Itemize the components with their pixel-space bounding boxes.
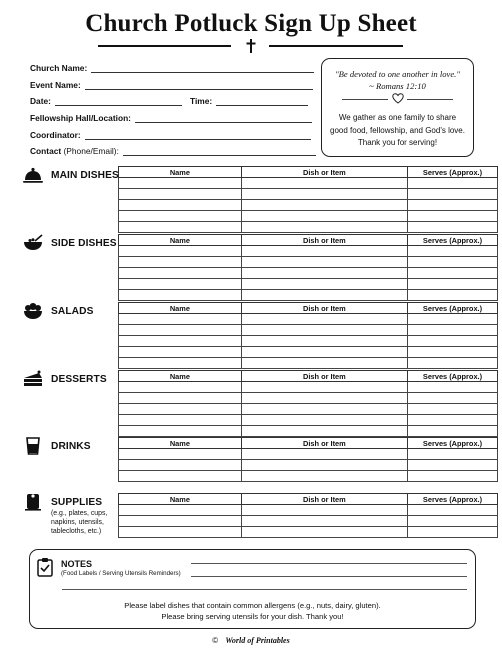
signup-table bbox=[118, 437, 498, 482]
table-row bbox=[119, 200, 498, 211]
supplies-note: (e.g., plates, cups, napkins, utensils, tablecloths, etc.) bbox=[51, 510, 108, 536]
notes-title: NOTES bbox=[61, 559, 93, 569]
table-row bbox=[119, 189, 498, 200]
location-label: Fellowship Hall/Location: bbox=[30, 113, 131, 123]
contact-label: Contact bbox=[30, 146, 62, 156]
table-row bbox=[119, 505, 498, 516]
scripture-reference: ~ Romans 12:10 bbox=[369, 81, 426, 91]
contact-line[interactable] bbox=[123, 147, 316, 156]
col-serves: Serves (Approx.) bbox=[408, 371, 498, 382]
scripture-box bbox=[321, 58, 474, 157]
col-name: Name bbox=[119, 371, 242, 382]
signup-table bbox=[118, 493, 498, 538]
col-dish: Dish or Item bbox=[241, 235, 407, 246]
page-title: Church Potluck Sign Up Sheet bbox=[85, 10, 417, 37]
col-name: Name bbox=[119, 438, 242, 449]
cross-icon bbox=[243, 38, 259, 54]
event-name-field[interactable] bbox=[30, 80, 313, 90]
table-row bbox=[119, 471, 498, 482]
col-name: Name bbox=[119, 167, 242, 178]
event-name-label: Event Name: bbox=[30, 80, 81, 90]
section-title: MAIN DISHES bbox=[51, 169, 119, 181]
table-row bbox=[119, 211, 498, 222]
col-serves: Serves (Approx.) bbox=[408, 167, 498, 178]
section-title: SIDE DISHES bbox=[51, 237, 117, 249]
table-row bbox=[119, 449, 498, 460]
col-serves: Serves (Approx.) bbox=[408, 235, 498, 246]
cloche-icon bbox=[22, 166, 44, 184]
table-row bbox=[119, 382, 498, 393]
table-row bbox=[119, 358, 498, 369]
table-row bbox=[119, 393, 498, 404]
table-row bbox=[119, 290, 498, 301]
table-row bbox=[119, 336, 498, 347]
church-name-field[interactable] bbox=[30, 63, 314, 73]
title-divider-right bbox=[269, 45, 403, 47]
scripture-text: "Be devoted to one another in love." bbox=[335, 69, 460, 79]
coordinator-label: Coordinator: bbox=[30, 130, 81, 140]
time-label: Time: bbox=[190, 96, 213, 106]
bowl-icon bbox=[22, 234, 44, 252]
table-row bbox=[119, 178, 498, 189]
welcome-line-1: We gather as one family to share bbox=[338, 113, 457, 122]
table-row bbox=[119, 325, 498, 336]
col-dish: Dish or Item bbox=[241, 371, 407, 382]
section-title: SALADS bbox=[51, 305, 94, 317]
heart-divider bbox=[342, 93, 453, 105]
signup-table bbox=[118, 370, 498, 437]
notes-line[interactable] bbox=[191, 576, 467, 577]
signup-table bbox=[118, 302, 498, 369]
welcome-line-3: Thank you for serving! bbox=[357, 138, 438, 147]
table-row bbox=[119, 257, 498, 268]
welcome-line-2: good food, fellowship, and God's love. bbox=[330, 125, 465, 135]
coordinator-field[interactable] bbox=[30, 130, 311, 140]
clipboard-check-icon bbox=[37, 557, 53, 577]
table-row bbox=[119, 404, 498, 415]
date-label: Date: bbox=[30, 96, 51, 106]
welcome-message bbox=[326, 112, 469, 150]
table-row bbox=[119, 246, 498, 257]
coordinator-line[interactable] bbox=[85, 131, 311, 140]
copyright-symbol: © bbox=[212, 636, 219, 645]
table-row bbox=[119, 279, 498, 290]
cake-slice-icon bbox=[22, 370, 44, 388]
notes-line[interactable] bbox=[191, 563, 467, 564]
notes-subtitle: (Food Labels / Serving Utensils Reminders) bbox=[61, 570, 181, 577]
signup-table bbox=[118, 234, 498, 301]
time-field[interactable] bbox=[190, 96, 308, 106]
section-title: DRINKS bbox=[51, 440, 91, 452]
glass-icon bbox=[22, 437, 44, 455]
section-title: SUPPLIES bbox=[51, 496, 103, 508]
contact-sub-label: (Phone/Email): bbox=[63, 146, 119, 156]
col-serves: Serves (Approx.) bbox=[408, 438, 498, 449]
title-divider-left bbox=[98, 45, 231, 47]
salad-icon bbox=[22, 302, 44, 320]
table-row bbox=[119, 516, 498, 527]
col-name: Name bbox=[119, 303, 242, 314]
paper-towel-icon bbox=[22, 493, 44, 511]
time-line[interactable] bbox=[216, 97, 308, 106]
location-line[interactable] bbox=[135, 114, 312, 123]
signup-table bbox=[118, 166, 498, 233]
footer bbox=[0, 636, 502, 645]
col-name: Name bbox=[119, 235, 242, 246]
notes-message bbox=[30, 601, 475, 622]
col-name: Name bbox=[119, 494, 242, 505]
table-row bbox=[119, 426, 498, 437]
col-serves: Serves (Approx.) bbox=[408, 494, 498, 505]
col-dish: Dish or Item bbox=[241, 303, 407, 314]
col-dish: Dish or Item bbox=[241, 438, 407, 449]
allergen-reminder: Please label dishes that contain common allergens (e.g., nuts, dairy, gluten). bbox=[124, 601, 381, 610]
church-name-label: Church Name: bbox=[30, 63, 88, 73]
col-dish: Dish or Item bbox=[241, 494, 407, 505]
table-row bbox=[119, 460, 498, 471]
church-name-line[interactable] bbox=[91, 64, 314, 73]
table-row bbox=[119, 415, 498, 426]
event-name-line[interactable] bbox=[85, 81, 313, 90]
table-row bbox=[119, 222, 498, 233]
notes-box bbox=[29, 549, 476, 629]
date-field[interactable] bbox=[30, 96, 182, 106]
notes-line[interactable] bbox=[62, 589, 467, 590]
table-row bbox=[119, 347, 498, 358]
col-dish: Dish or Item bbox=[241, 167, 407, 178]
col-serves: Serves (Approx.) bbox=[408, 303, 498, 314]
contact-field[interactable] bbox=[30, 146, 316, 156]
table-row bbox=[119, 314, 498, 325]
date-line[interactable] bbox=[55, 97, 182, 106]
utensil-reminder: Please bring serving utensils for your dish. Thank you! bbox=[161, 611, 344, 621]
table-row bbox=[119, 527, 498, 538]
section-title: DESSERTS bbox=[51, 373, 107, 385]
scripture-quote bbox=[322, 68, 473, 92]
table-row bbox=[119, 268, 498, 279]
brand-logo: World of Printables bbox=[225, 636, 290, 645]
heart-icon bbox=[392, 93, 404, 104]
location-field[interactable] bbox=[30, 113, 312, 123]
